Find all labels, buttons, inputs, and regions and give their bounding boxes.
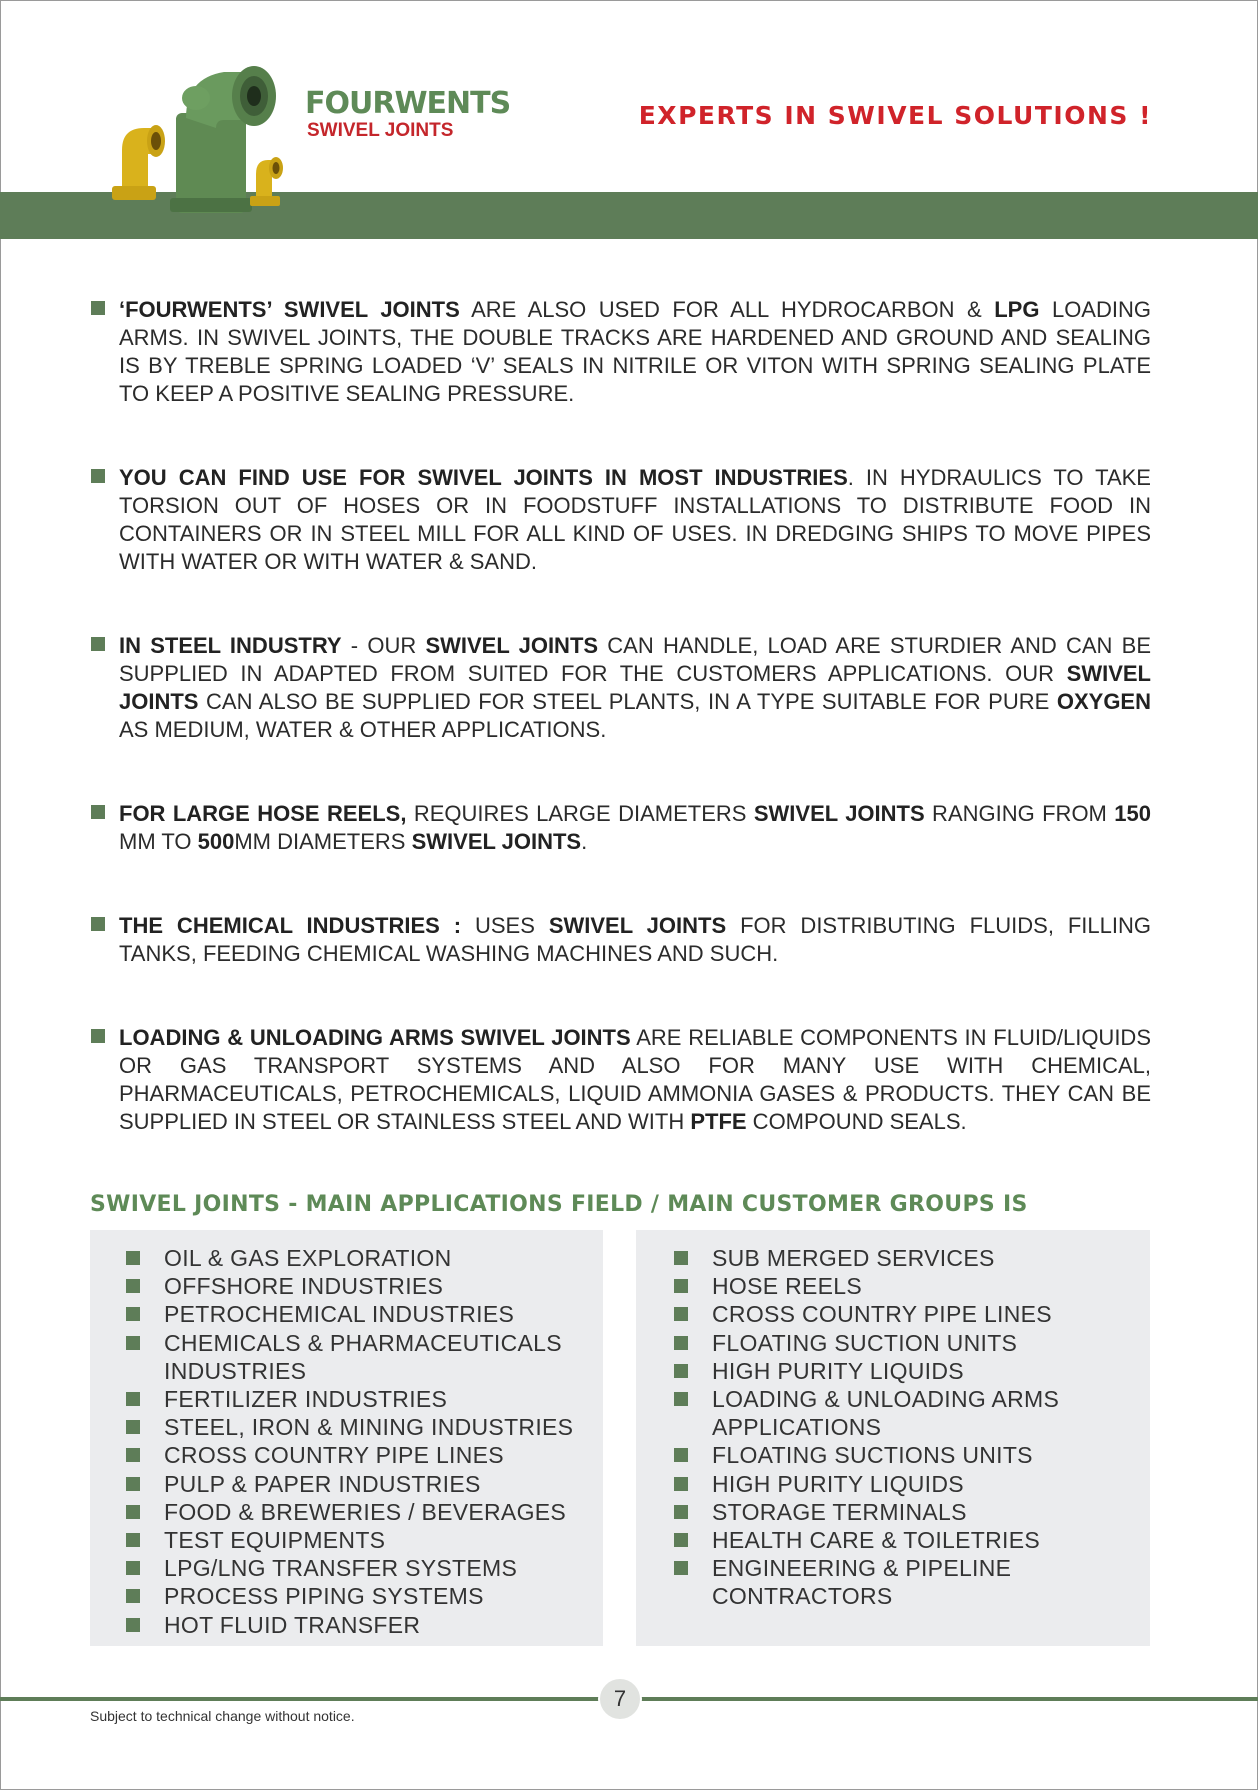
bullet-square-icon bbox=[674, 1561, 688, 1575]
application-label: LOADING & UNLOADING ARMS bbox=[712, 1386, 1060, 1413]
paragraph-text: ‘FOURWENTS’ SWIVEL JOINTS ARE ALSO USED FOR ALL HYDROCARBON & LPG LOADING ARMS. IN SWIVEL JOINTS, THE DOUBLE TRACKS ARE HARDENED AND GROUND AND SEALING IS BY TREBLE SPRING LOADED ‘V’ SEALS IN NITRILE OR VITON WITH SPRING SEALING PLATE TO KEEP A POSITIVE SEALING PRESSURE. bbox=[119, 297, 1151, 406]
application-label: PROCESS PIPING SYSTEMS bbox=[164, 1583, 484, 1610]
application-item bbox=[126, 1611, 573, 1639]
application-label: HIGH PURITY LIQUIDS bbox=[712, 1470, 964, 1497]
application-item bbox=[126, 1329, 573, 1385]
application-item bbox=[126, 1441, 573, 1469]
application-label: FERTILIZER INDUSTRIES bbox=[164, 1386, 448, 1413]
bullet-square-icon bbox=[126, 1589, 140, 1603]
applications-list-left bbox=[126, 1244, 573, 1639]
brand-logo bbox=[305, 88, 510, 142]
application-label: LPG/LNG TRANSFER SYSTEMS bbox=[164, 1555, 518, 1582]
application-label: ENGINEERING & PIPELINE bbox=[712, 1555, 1012, 1582]
application-item bbox=[674, 1441, 1059, 1469]
application-item bbox=[126, 1526, 573, 1554]
bullet-square-icon bbox=[674, 1336, 688, 1350]
application-label: CONTRACTORS bbox=[712, 1583, 893, 1610]
bullet-square-icon bbox=[91, 469, 105, 483]
paragraph-loading-arms bbox=[91, 1024, 1151, 1136]
application-item bbox=[674, 1498, 1059, 1526]
bullet-square-icon bbox=[674, 1477, 688, 1491]
application-item bbox=[126, 1498, 573, 1526]
bullet-square-icon bbox=[126, 1420, 140, 1434]
application-label: PULP & PAPER INDUSTRIES bbox=[164, 1470, 481, 1497]
feature-paragraphs bbox=[91, 296, 1151, 1192]
bullet-square-icon bbox=[91, 301, 105, 315]
paragraph-hose-reels bbox=[91, 800, 1151, 856]
paragraph-industries bbox=[91, 464, 1151, 576]
brand-name: FOURWENTS bbox=[305, 86, 511, 121]
application-item bbox=[674, 1554, 1059, 1610]
application-label: FLOATING SUCTION UNITS bbox=[712, 1329, 1018, 1356]
application-label: HOT FLUID TRANSFER bbox=[164, 1611, 421, 1638]
bullet-square-icon bbox=[126, 1618, 140, 1632]
application-label: CROSS COUNTRY PIPE LINES bbox=[164, 1442, 504, 1469]
application-item bbox=[126, 1300, 573, 1328]
application-label: STEEL, IRON & MINING INDUSTRIES bbox=[164, 1414, 574, 1441]
application-label: CROSS COUNTRY PIPE LINES bbox=[712, 1301, 1052, 1328]
bullet-square-icon bbox=[674, 1279, 688, 1293]
paragraph-text: YOU CAN FIND USE FOR SWIVEL JOINTS IN MOST INDUSTRIES. IN HYDRAULICS TO TAKE TORSION OUT OF HOSES OR IN FOODSTUFF INSTALLATIONS TO DISTRIBUTE FOOD IN CONTAINERS OR IN STEEL MILL FOR ALL KIND OF USES. IN DREDGING SHIPS TO MOVE PIPES WITH WATER OR WITH WATER & SAND. bbox=[119, 465, 1151, 574]
bullet-square-icon bbox=[126, 1307, 140, 1321]
application-label: APPLICATIONS bbox=[712, 1414, 882, 1441]
application-item bbox=[126, 1244, 573, 1272]
bullet-square-icon bbox=[674, 1307, 688, 1321]
bullet-square-icon bbox=[126, 1336, 140, 1350]
bullet-square-icon bbox=[126, 1279, 140, 1293]
application-item bbox=[674, 1470, 1059, 1498]
application-label: OFFSHORE INDUSTRIES bbox=[164, 1273, 444, 1300]
application-item bbox=[126, 1470, 573, 1498]
disclaimer: Subject to technical change without notice. bbox=[90, 1708, 355, 1724]
application-label: HIGH PURITY LIQUIDS bbox=[712, 1357, 964, 1384]
paragraph-chemical bbox=[91, 912, 1151, 968]
application-label: FLOATING SUCTIONS UNITS bbox=[712, 1442, 1033, 1469]
application-item bbox=[126, 1582, 573, 1610]
application-item bbox=[126, 1554, 573, 1582]
bullet-square-icon bbox=[91, 637, 105, 651]
application-item bbox=[126, 1413, 573, 1441]
application-label: SUB MERGED SERVICES bbox=[712, 1245, 995, 1271]
bullet-square-icon bbox=[126, 1251, 140, 1265]
page-number: 7 bbox=[598, 1677, 642, 1721]
paragraph-text: FOR LARGE HOSE REELS, REQUIRES LARGE DIAMETERS SWIVEL JOINTS RANGING FROM 150 MM TO 500MM DIAMETERS SWIVEL JOINTS. bbox=[119, 801, 1151, 854]
swivel-joints-logo-graphic bbox=[104, 58, 304, 223]
bullet-square-icon bbox=[126, 1505, 140, 1519]
application-label: TEST EQUIPMENTS bbox=[164, 1527, 386, 1554]
bullet-square-icon bbox=[674, 1505, 688, 1519]
paragraph-hydrocarbon bbox=[91, 296, 1151, 408]
application-item bbox=[126, 1385, 573, 1413]
bullet-square-icon bbox=[91, 1029, 105, 1043]
bullet-square-icon bbox=[674, 1448, 688, 1462]
applications-panel-right bbox=[636, 1230, 1150, 1646]
bullet-square-icon bbox=[126, 1477, 140, 1491]
brand-subtitle: SWIVEL JOINTS bbox=[307, 120, 454, 141]
application-item bbox=[674, 1272, 1059, 1300]
application-item bbox=[674, 1357, 1059, 1385]
paragraph-text: LOADING & UNLOADING ARMS SWIVEL JOINTS ARE RELIABLE COMPONENTS IN FLUID/LIQUIDS OR GAS TRANSPORT SYSTEMS AND ALSO FOR MANY USE WITH CHEMICAL, PHARMACEUTICALS, PETROCHEMICALS, LIQUID AMMONIA GASES & PRODUCTS. THEY CAN BE SUPPLIED IN STEEL OR STAINLESS STEEL AND WITH PTFE COMPOUND SEALS. bbox=[119, 1025, 1151, 1134]
application-label: CHEMICALS & PHARMACEUTICALS bbox=[164, 1329, 562, 1356]
bullet-square-icon bbox=[674, 1251, 688, 1265]
application-label: PETROCHEMICAL INDUSTRIES bbox=[164, 1301, 515, 1328]
bullet-square-icon bbox=[674, 1392, 688, 1406]
bullet-square-icon bbox=[126, 1533, 140, 1547]
application-item bbox=[674, 1300, 1059, 1328]
application-item bbox=[674, 1329, 1059, 1357]
paragraph-steel-industry bbox=[91, 632, 1151, 744]
applications-panel-left bbox=[90, 1230, 603, 1646]
application-item bbox=[126, 1272, 573, 1300]
bullet-square-icon bbox=[91, 917, 105, 931]
bullet-square-icon bbox=[126, 1392, 140, 1406]
application-item bbox=[674, 1385, 1059, 1441]
applications-list-right bbox=[674, 1244, 1059, 1611]
application-label: STORAGE TERMINALS bbox=[712, 1498, 967, 1525]
application-label: INDUSTRIES bbox=[164, 1357, 307, 1384]
paragraph-text: IN STEEL INDUSTRY - OUR SWIVEL JOINTS CAN HANDLE, LOAD ARE STURDIER AND CAN BE SUPPLIED IN ADAPTED FROM SUITED FOR THE CUSTOMERS APPLICATIONS. OUR SWIVEL JOINTS CAN ALSO BE SUPPLIED FOR STEEL PLANTS, IN A TYPE SUITABLE FOR PURE OXYGEN AS MEDIUM, WATER & OTHER APPLICATIONS. bbox=[119, 633, 1152, 742]
application-label: HOSE REELS bbox=[712, 1273, 862, 1300]
bullet-square-icon bbox=[91, 805, 105, 819]
application-label: HEALTH CARE & TOILETRIES bbox=[712, 1527, 1041, 1554]
application-item bbox=[674, 1526, 1059, 1554]
bullet-square-icon bbox=[674, 1533, 688, 1547]
tagline: EXPERTS IN SWIVEL SOLUTIONS ! bbox=[638, 101, 1152, 130]
paragraph-text: THE CHEMICAL INDUSTRIES : USES SWIVEL JOINTS FOR DISTRIBUTING FLUIDS, FILLING TANKS, FEEDING CHEMICAL WASHING MACHINES AND SUCH. bbox=[119, 913, 1151, 966]
bullet-square-icon bbox=[126, 1448, 140, 1462]
applications-title: SWIVEL JOINTS - MAIN APPLICATIONS FIELD / MAIN CUSTOMER GROUPS IS bbox=[90, 1192, 1028, 1217]
bullet-square-icon bbox=[674, 1364, 688, 1378]
application-label: OIL & GAS EXPLORATION bbox=[164, 1245, 452, 1271]
application-item bbox=[674, 1244, 1059, 1272]
application-label: FOOD & BREWERIES / BEVERAGES bbox=[164, 1498, 567, 1525]
bullet-square-icon bbox=[126, 1561, 140, 1575]
